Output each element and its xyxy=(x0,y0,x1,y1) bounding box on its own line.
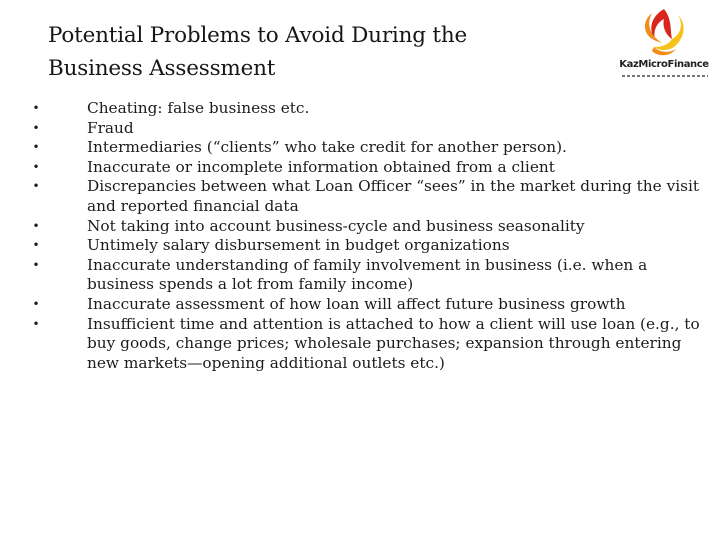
list-item xyxy=(30,236,700,256)
list-item xyxy=(30,315,700,374)
bullet-icon: • xyxy=(32,316,40,331)
bullet-icon: • xyxy=(32,257,40,272)
bullet-icon: • xyxy=(32,120,40,135)
logo-tagline-line xyxy=(622,75,708,77)
kazmicrofinance-logo xyxy=(612,5,716,93)
bullet-icon: • xyxy=(32,101,40,115)
list-item-text: Discrepancies between what Loan Officer “sees” in the market during the visit and reported financial data xyxy=(87,177,699,215)
list-item-text: Inaccurate or incomplete information obtained from a client xyxy=(87,157,555,176)
list-item-text: Inaccurate understanding of family involvement in business (i.e. when a business spends a lot from family income) xyxy=(87,255,648,294)
problem-list xyxy=(30,99,700,373)
slide-title: Potential Problems to Avoid During the Business Assessment xyxy=(48,23,468,81)
bullet-icon: • xyxy=(32,140,40,155)
list-item-text: Inaccurate assessment of how loan will affect future business growth xyxy=(87,294,626,313)
list-item-text: Untimely salary disbursement in budget organizations xyxy=(87,236,510,255)
list-item xyxy=(30,217,700,237)
logo-mark-icon xyxy=(612,5,716,61)
list-item xyxy=(30,295,700,315)
list-item xyxy=(30,177,700,216)
list-item xyxy=(30,99,700,119)
list-item-text: Cheating: false business etc. xyxy=(87,99,310,117)
bullet-icon: • xyxy=(32,159,40,174)
list-item-text: Insufficient time and attention is attached to how a client will use loan (e.g., to buy goods, change prices; wholesale purchases; expansion through entering new markets—opening additional outlets etc.) xyxy=(87,314,700,372)
list-item-text: Not taking into account business-cycle and business seasonality xyxy=(87,216,585,235)
logo-wordmark: KazMicroFinance xyxy=(619,59,709,70)
bullet-icon: • xyxy=(32,218,40,233)
list-item xyxy=(30,158,700,178)
list-item xyxy=(30,138,700,158)
bullet-icon: • xyxy=(32,238,40,253)
list-item xyxy=(30,256,700,295)
list-item-text: Intermediaries (“clients” who take credit for another person). xyxy=(87,138,567,157)
bullet-icon: • xyxy=(32,179,40,194)
list-item-text: Fraud xyxy=(87,118,134,137)
bullet-icon: • xyxy=(32,296,40,311)
list-item xyxy=(30,119,700,139)
